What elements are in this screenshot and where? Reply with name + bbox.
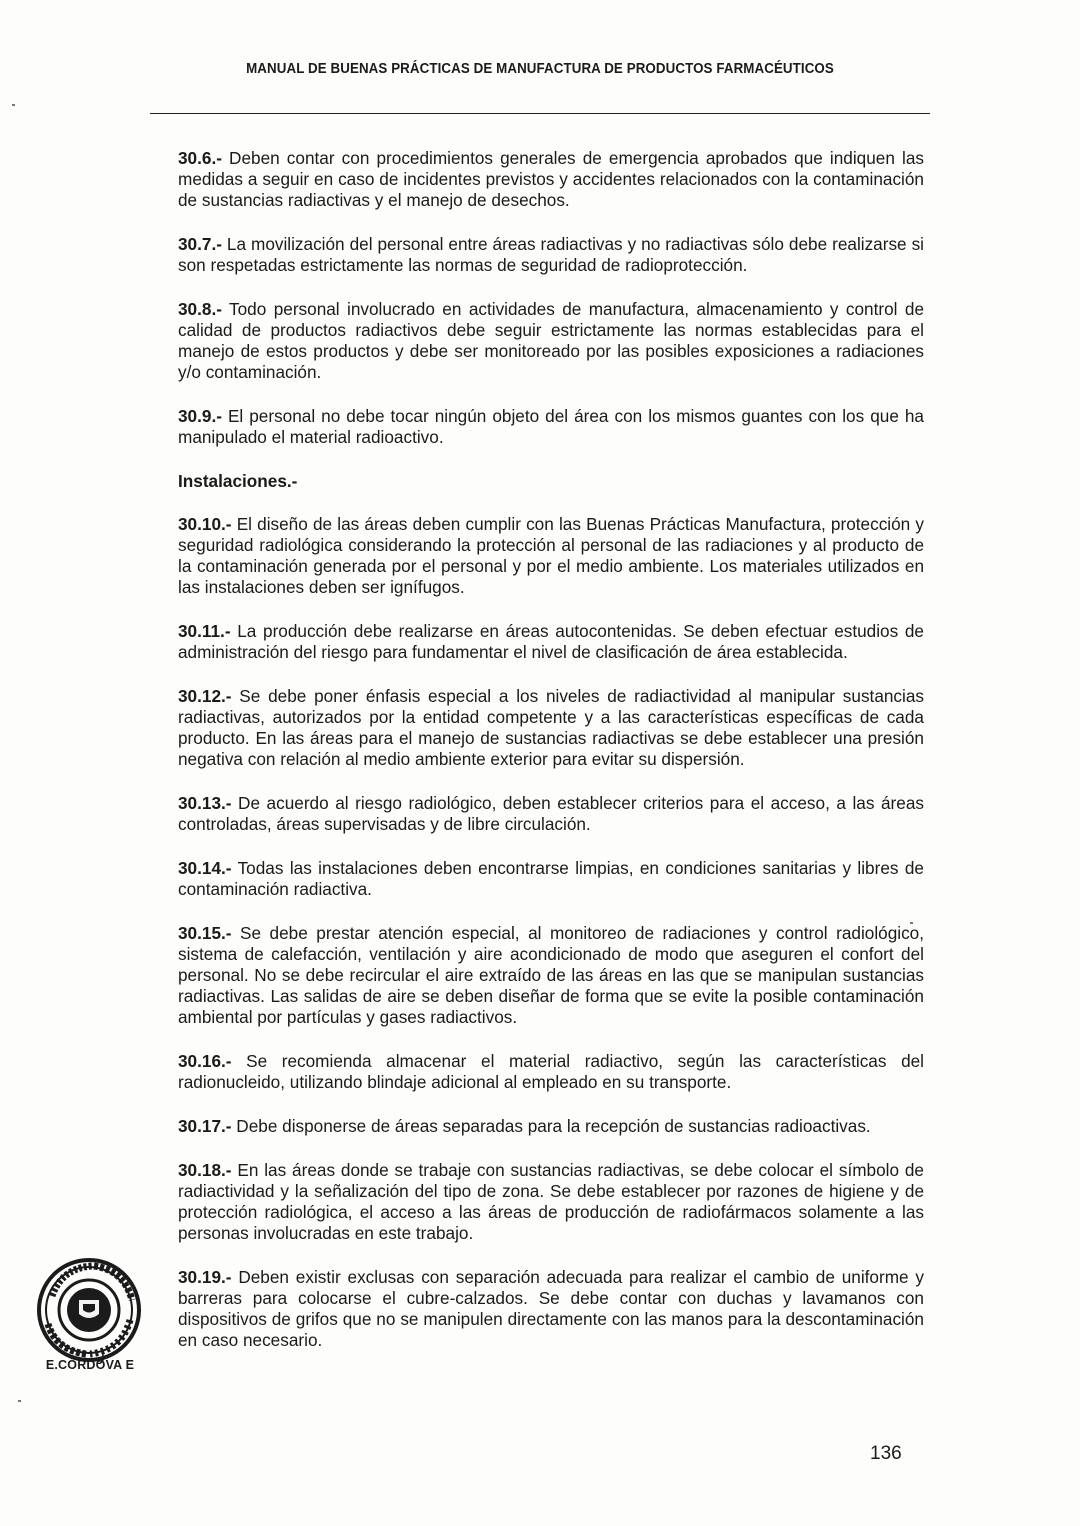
section-30-7 xyxy=(178,234,924,276)
section-30-8 xyxy=(178,299,924,383)
section-number: 30.16.- xyxy=(178,1051,232,1071)
page-number: 136 xyxy=(870,1443,902,1464)
section-number: 30.11.- xyxy=(178,621,231,641)
section-number: 30.18.- xyxy=(178,1160,232,1180)
section-number: 30.14.- xyxy=(178,858,232,878)
section-number: 30.19.- xyxy=(178,1267,232,1287)
section-text: Debe disponerse de áreas separadas para la recepción de sustancias radioactivas. xyxy=(231,1116,871,1136)
section-text: La producción debe realizarse en áreas autocontenidas. Se deben efectuar estudios de administración del riesgo para fundamentar el nivel de clasificación de área establecida. xyxy=(178,621,924,662)
section-text: Todas las instalaciones deben encontrarse limpias, en condiciones sanitarias y libres de contaminación radiactiva. xyxy=(178,858,924,899)
section-text: Se debe poner énfasis especial a los niveles de radiactividad al manipular sustancias radiactivas, autorizados por la entidad competente y a las características específicas de cada producto. En las áreas para el manejo de sustancias radiactivas se debe establecer una presión negativa con relación al medio ambiente exterior para evitar su dispersión. xyxy=(178,686,924,769)
section-30-12 xyxy=(178,686,924,770)
header-divider xyxy=(150,113,930,114)
section-text: De acuerdo al riesgo radiológico, deben establecer criterios para el acceso, a las áreas controladas, áreas supervisadas y de libre circulación. xyxy=(178,793,924,834)
page-header-title: MANUAL DE BUENAS PRÁCTICAS DE MANUFACTURA DE PRODUCTOS FARMACÉUTICOS xyxy=(246,61,834,77)
section-30-10 xyxy=(178,514,924,598)
section-30-16 xyxy=(178,1051,924,1093)
section-30-18 xyxy=(178,1160,924,1244)
section-30-13 xyxy=(178,793,924,835)
section-number: 30.8.- xyxy=(178,299,222,319)
section-number: 30.6.- xyxy=(178,148,222,168)
section-30-11 xyxy=(178,621,924,663)
section-text: Todo personal involucrado en actividades de manufactura, almacenamiento y control de calidad de productos radiactivos debe seguir estrictamente las normas establecidas para el manejo de estos productos y debe ser monitoreado por las posibles exposiciones a radiaciones y/o contaminación. xyxy=(178,299,924,382)
section-30-9 xyxy=(178,406,924,448)
section-text: El diseño de las áreas deben cumplir con las Buenas Prácticas Manufactura, protección y seguridad radiológica considerando la protección al personal de las radiaciones y al producto de la contaminación generada por el personal y por el medio ambiente. Los materiales utilizados en las instalaciones deben ser ignífugos. xyxy=(178,514,924,597)
section-30-19 xyxy=(178,1267,924,1351)
section-number: 30.13.- xyxy=(178,793,232,813)
section-text: Deben existir exclusas con separación adecuada para realizar el cambio de uniforme y barreras para colocarse el cubre-calzados. Se debe contar con duchas y lavamanos con dispositivos de grifos que no se manipulen directamente con las manos para la descontaminación en caso necesario. xyxy=(178,1267,924,1350)
section-30-15 xyxy=(178,923,924,1028)
section-number: 30.12.- xyxy=(178,686,232,706)
section-number: 30.17.- xyxy=(178,1116,232,1136)
section-text: Se debe prestar atención especial, al monitoreo de radiaciones y control radiológico, sistema de calefacción, ventilación y aire acondicionado de modo que aseguren el confort del personal. No se debe recircular el aire extraído de las áreas en las que se manipulan sustancias radiactivas. Las salidas de aire se deben diseñar de forma que se evite la posible contaminación ambiental por partículas y gases radiactivos. xyxy=(178,923,924,1027)
section-text: La movilización del personal entre áreas radiactivas y no radiactivas sólo debe realizarse si son respetadas estrictamente las normas de seguridad de radioprotección. xyxy=(178,234,924,275)
section-text: En las áreas donde se trabaje con sustancias radiactivas, se debe colocar el símbolo de radiactividad y la señalización del tipo de zona. Se debe establecer por razones de higiene y de protección radiológica, el acceso a las áreas de producción de radiofármacos solamente a las personas involucradas en este trabajo. xyxy=(178,1160,924,1243)
section-text: El personal no debe tocar ningún objeto del área con los mismos guantes con los que ha manipulado el material radioactivo. xyxy=(178,406,924,447)
section-30-17 xyxy=(178,1116,924,1137)
document-body xyxy=(178,148,924,1351)
section-number: 30.15.- xyxy=(178,923,232,943)
section-number: 30.9.- xyxy=(178,406,222,426)
section-text: Deben contar con procedimientos generales de emergencia aprobados que indiquen las medidas a seguir en caso de incidentes previstos y accidentes relacionados con la contaminación de sustancias radiactivas y el manejo de desechos. xyxy=(178,148,924,210)
section-number: 30.10.- xyxy=(178,514,232,534)
section-heading-instalaciones: Instalaciones.- xyxy=(178,471,298,491)
scan-speck xyxy=(18,1400,21,1402)
section-30-6 xyxy=(178,148,924,211)
section-number: 30.7.- xyxy=(178,234,222,254)
official-seal-icon xyxy=(34,1256,144,1364)
seal-signature-caption: E.CÓRDOVA E xyxy=(45,1358,135,1372)
section-text: Se recomienda almacenar el material radiactivo, según las características del radionucleido, utilizando blindaje adicional al empleado en su transporte. xyxy=(178,1051,924,1092)
section-30-14 xyxy=(178,858,924,900)
scan-speck xyxy=(12,104,15,106)
